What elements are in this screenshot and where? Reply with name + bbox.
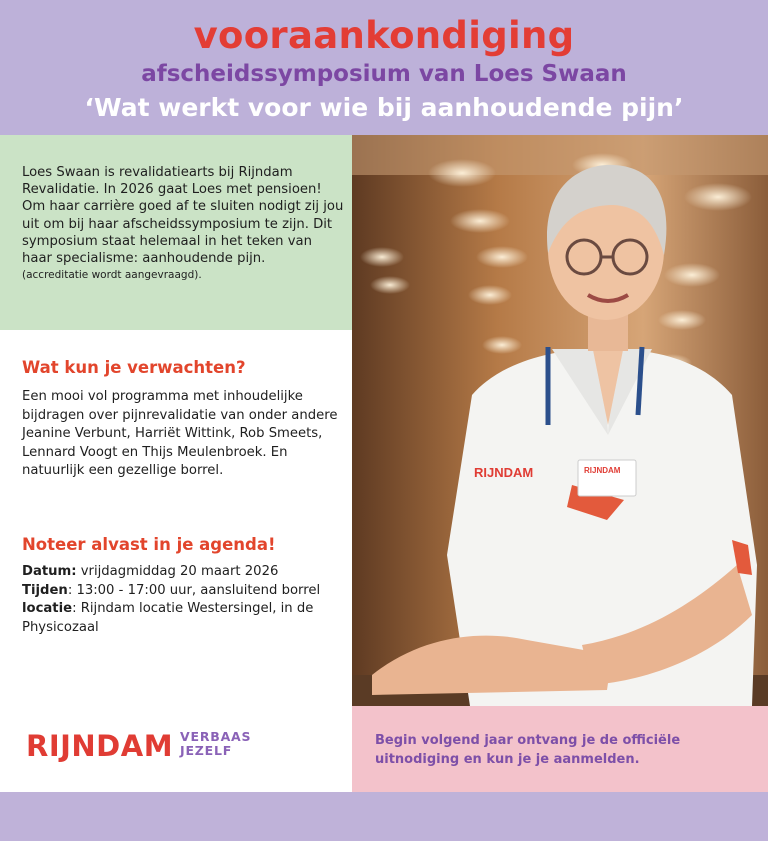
expect-heading: Wat kun je verwachten? [22,358,246,377]
expect-text: Een mooi vol programma met inhoudelijke bijdragen over pijnrevalidatie van onder andere Jeanine Verbunt, Harriët Wittink, Rob Smeets, Lennard Voogt en Thijs Meulenbroek. En natuurlijk een gezellige borrel. [22,389,338,478]
location-value: : Rijndam locatie Westersingel, in de Physicozaal [22,601,314,635]
time-value: : 13:00 - 17:00 uur, aansluitend borrel [67,582,321,598]
portrait-illustration [352,135,768,706]
pre-announcement-heading: vooraankondiging [193,14,575,57]
intro-panel [0,135,352,330]
date-label: Datum: [22,564,77,579]
accreditation-note: (accreditatie wordt aangevraagd). [22,269,202,282]
name-tag-text: RIJNDAM [584,466,621,475]
header-banner [0,0,768,135]
portrait-photo [352,135,768,706]
symposium-subtitle: afscheidssymposium van Loes Swaan [141,61,627,87]
time-label: Tijden [22,582,68,598]
coat-logo-text: RIJNDAM [474,465,534,480]
details-panel [0,330,352,792]
date-value: vrijdagmiddag 20 maart 2026 [76,564,279,579]
intro-text: Loes Swaan is revalidatiearts bij Rijndam Revalidatie. In 2026 gaat Loes met pensioen! Om haar carrière goed af te sluiten nodigt zij jou uit om bij haar afscheidssymposium te zijn. Dit symposium staat helemaal in het teken van haar specialisme: aanhoudende pijn. (accreditatie wordt aangevraagd). [22,165,344,282]
symposium-title: ‘Wat werkt voor wie bij aanhoudende pijn’ [84,93,684,122]
footer-band [0,792,768,841]
invitation-note-panel [352,706,768,792]
logo-brand: RIJNDAM [26,729,174,763]
logo-tagline: VERBAAS JEZELF [180,729,252,758]
agenda-details [22,563,340,637]
location-label: locatie [22,601,73,616]
invitation-note: Begin volgend jaar ontvang je de officiële uitnodiging en kun je je aanmelden. [375,733,681,767]
agenda-heading: Noteer alvast in je agenda! [22,535,276,554]
